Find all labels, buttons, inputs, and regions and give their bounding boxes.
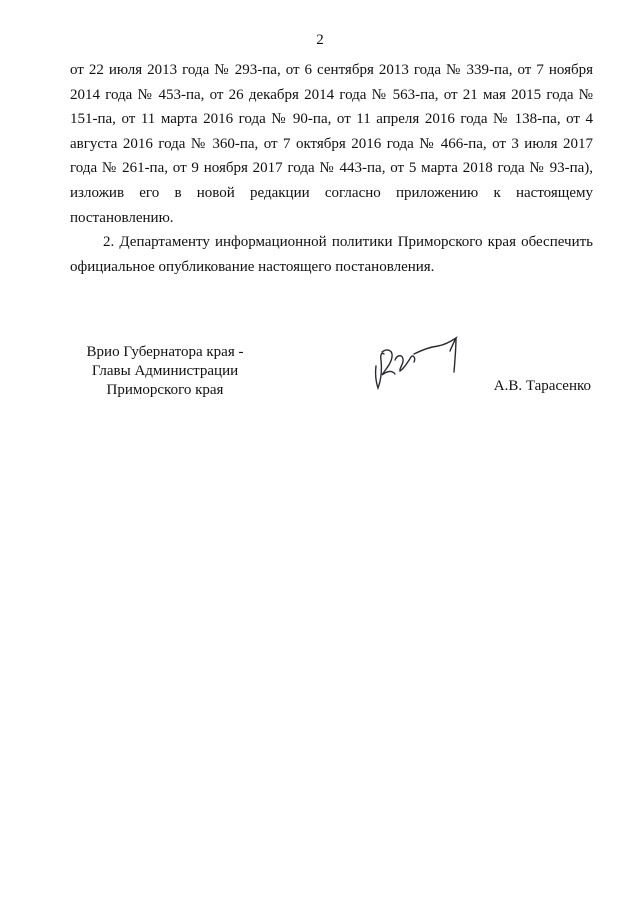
signer-name: А.В. Тарасенко xyxy=(493,378,591,394)
signature-block xyxy=(70,343,593,403)
signer-title xyxy=(80,343,250,400)
paragraph-continuation: от 22 июля 2013 года № 293-па, от 6 сентября 2013 года № 339-па, от 7 ноября 2014 года № 453-па, от 26 декабря 2014 года № 563-па, от 21 мая 2015 года № 151-па, от 11 марта 2016 года № 90-па, от 11 апреля 2016 года № 138-па, от 4 августа 2016 года № 360-па, от 7 октября 2016 года № 466-па, от 3 июля 2017 года № 261-па, от 9 ноября 2017 года № 443-па, от 5 марта 2018 года № 93-па), изложив его в новой редакции согласно приложению к настоящему постановлению. xyxy=(70,62,593,226)
page-number: 2 xyxy=(316,32,324,48)
paragraph-item-2: 2. Департаменту информационной политики Приморского края обеспечить официальное опубликование настоящего постановления. xyxy=(70,234,593,275)
signer-title-line: Главы Администрации xyxy=(91,363,239,379)
signer-title-line: Приморского края xyxy=(106,382,224,398)
handwritten-signature xyxy=(370,330,462,396)
document-body xyxy=(70,58,593,279)
signer-title-line: Врио Губернатора края - xyxy=(86,344,244,360)
